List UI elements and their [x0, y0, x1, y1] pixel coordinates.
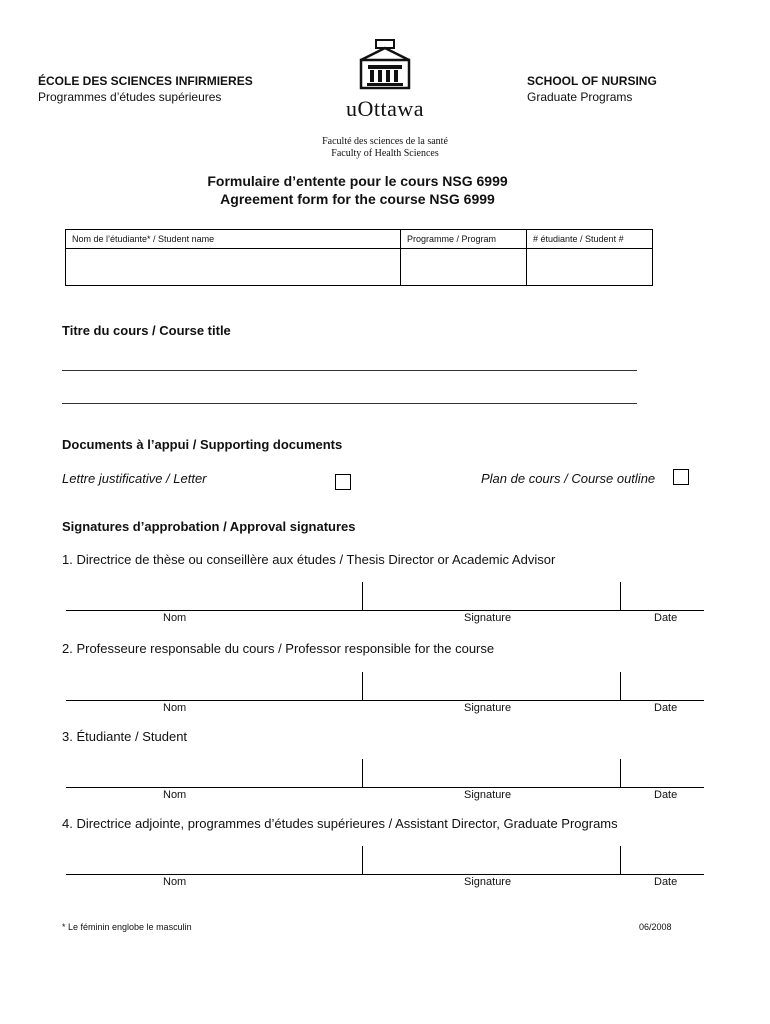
form-title [0, 172, 715, 208]
header-right [527, 73, 657, 105]
student-number-field[interactable] [527, 249, 653, 286]
program-name-en: Graduate Programs [527, 90, 633, 104]
signature-row-1[interactable] [66, 582, 704, 611]
header-student-number: # étudiante / Student # [527, 230, 653, 249]
revision-date: 06/2008 [639, 922, 672, 932]
approval-signatures-label: Signatures d’approbation / Approval signatures [62, 519, 356, 534]
program-field[interactable] [401, 249, 527, 286]
date-label-3: Date [654, 789, 678, 801]
approver-4-title: 4. Directrice adjointe, programmes d’études supérieures / Assistant Director, Graduate Programs [62, 816, 618, 831]
date-label-1: Date [654, 612, 678, 624]
faculty-name-en: Faculty of Health Sciences [331, 148, 439, 159]
course-outline-checkbox[interactable] [673, 469, 689, 485]
name-label-2: Nom [163, 702, 187, 714]
building-icon [355, 38, 415, 96]
footnote: * Le féminin englobe le masculin [62, 922, 192, 932]
course-title-line-1[interactable] [62, 370, 637, 371]
faculty-name-fr: Faculté des sciences de la santé [322, 136, 448, 147]
name-label-3: Nom [163, 789, 187, 801]
approver-2-title: 2. Professeure responsable du cours / Professor responsible for the course [62, 641, 495, 656]
student-name-field[interactable] [66, 249, 401, 286]
signature-row-3[interactable] [66, 759, 704, 788]
approver-3-title: 3. Étudiante / Student [62, 729, 188, 744]
header-left [38, 73, 253, 105]
signature-label-1: Signature [464, 612, 512, 624]
university-logo [300, 38, 470, 160]
school-name-fr: ÉCOLE DES SCIENCES INFIRMIERES [38, 74, 253, 88]
signature-label-2: Signature [464, 702, 512, 714]
header-student-name: Nom de l’étudiante* / Student name [66, 230, 401, 249]
date-label-4: Date [654, 876, 678, 888]
letter-checkbox[interactable] [335, 474, 351, 490]
course-title-line-2[interactable] [62, 403, 637, 404]
letter-label: Lettre justificative / Letter [62, 471, 207, 486]
header-program: Programme / Program [401, 230, 527, 249]
signature-label-4: Signature [464, 876, 512, 888]
course-title-label: Titre du cours / Course title [62, 323, 231, 338]
form-title-fr: Formulaire d’entente pour le cours NSG 6999 [207, 173, 508, 189]
student-info-table [65, 229, 653, 286]
supporting-docs-label: Documents à l’appui / Supporting documents [62, 437, 343, 452]
form-title-en: Agreement form for the course NSG 6999 [220, 191, 495, 207]
school-name-en: SCHOOL OF NURSING [527, 74, 657, 88]
signature-row-4[interactable] [66, 846, 704, 875]
program-name-fr: Programmes d’études supérieures [38, 90, 222, 104]
date-label-2: Date [654, 702, 678, 714]
name-label-1: Nom [163, 612, 187, 624]
approver-1-title: 1. Directrice de thèse ou conseillère aux études / Thesis Director or Academic Advisor [62, 552, 556, 567]
signature-label-3: Signature [464, 789, 512, 801]
signature-row-2[interactable] [66, 672, 704, 701]
course-outline-label: Plan de cours / Course outline [481, 471, 656, 486]
name-label-4: Nom [163, 876, 187, 888]
logo-wordmark: uOttawa [345, 96, 425, 121]
